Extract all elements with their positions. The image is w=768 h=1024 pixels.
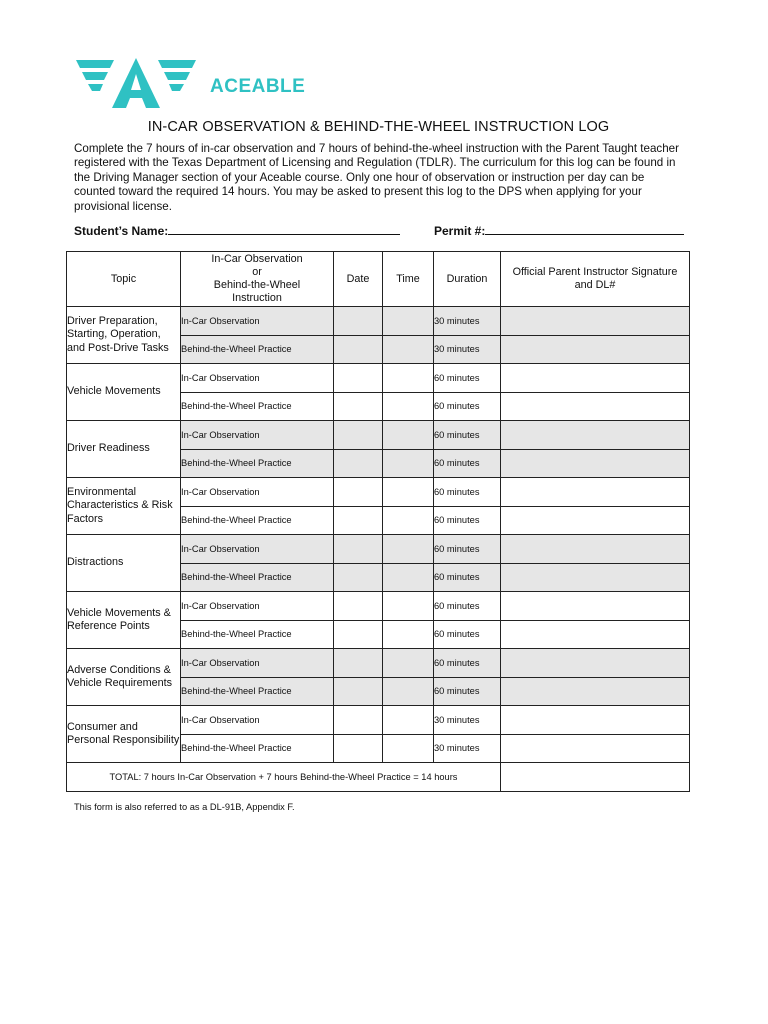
header-type-line: Behind-the-Wheel [213,279,301,291]
duration-cell: 60 minutes [434,392,501,421]
signature-cell[interactable] [501,563,690,592]
time-cell[interactable] [383,335,434,364]
date-cell[interactable] [334,335,383,364]
date-cell[interactable] [334,677,383,706]
signature-cell[interactable] [501,478,690,507]
signature-cell[interactable] [501,620,690,649]
header-type-line: In-Car Observation [211,253,303,265]
signature-cell[interactable] [501,421,690,450]
time-cell[interactable] [383,592,434,621]
aceable-logo [76,58,306,110]
duration-cell: 60 minutes [434,649,501,678]
activity-cell: In-Car Observation [181,478,334,507]
time-cell[interactable] [383,449,434,478]
activity-cell: Behind-the-Wheel Practice [181,677,334,706]
permit-field[interactable] [434,222,684,238]
table-row [67,706,690,735]
activity-cell: In-Car Observation [181,649,334,678]
signature-cell[interactable] [501,449,690,478]
page-title: IN-CAR OBSERVATION & BEHIND-THE-WHEEL INSTRUCTION LOG [147,119,610,135]
instruction-log-table [66,251,690,792]
student-name-label: Student’s Name: [74,224,169,238]
topic-cell: Environmental Characteristics & Risk Factors [67,478,181,535]
signature-cell[interactable] [501,592,690,621]
activity-cell: Behind-the-Wheel Practice [181,563,334,592]
activity-cell: In-Car Observation [181,364,334,393]
total-text: TOTAL: 7 hours In-Car Observation + 7 hours Behind-the-Wheel Practice = 14 hours [67,763,501,792]
header-signature: Official Parent Instructor Signature and DL# [501,252,690,307]
signature-cell[interactable] [501,706,690,735]
date-cell[interactable] [334,706,383,735]
duration-cell: 60 minutes [434,421,501,450]
activity-cell: Behind-the-Wheel Practice [181,449,334,478]
header-duration: Duration [434,252,501,307]
time-cell[interactable] [383,364,434,393]
topic-cell: Vehicle Movements & Reference Points [67,592,181,649]
table-row [67,649,690,678]
table-row [67,535,690,564]
duration-cell: 30 minutes [434,706,501,735]
activity-cell: Behind-the-Wheel Practice [181,392,334,421]
table-row [67,478,690,507]
time-cell[interactable] [383,478,434,507]
duration-cell: 60 minutes [434,563,501,592]
topic-cell: Driver Readiness [67,421,181,478]
topic-cell: Driver Preparation, Starting, Operation, and Post-Drive Tasks [67,307,181,364]
header-type-line: or [252,266,262,278]
duration-cell: 60 minutes [434,364,501,393]
activity-cell: Behind-the-Wheel Practice [181,506,334,535]
permit-label: Permit #: [434,224,486,238]
time-cell[interactable] [383,307,434,336]
signature-cell[interactable] [501,506,690,535]
header-type [181,252,334,307]
signature-cell[interactable] [501,392,690,421]
total-blank-cell [501,763,690,792]
activity-cell: Behind-the-Wheel Practice [181,734,334,763]
activity-cell: Behind-the-Wheel Practice [181,620,334,649]
duration-cell: 60 minutes [434,478,501,507]
date-cell[interactable] [334,478,383,507]
duration-cell: 30 minutes [434,734,501,763]
aceable-a-wing-icon [76,58,208,110]
brand-name: ACEABLE [210,76,306,97]
student-name-line[interactable] [168,222,400,235]
total-row [67,763,690,792]
time-cell[interactable] [383,649,434,678]
topic-cell: Adverse Conditions & Vehicle Requirements [67,649,181,706]
signature-cell[interactable] [501,649,690,678]
table-row [67,364,690,393]
topic-cell: Consumer and Personal Responsibility [67,706,181,763]
table-row [67,307,690,336]
time-cell[interactable] [383,620,434,649]
date-cell[interactable] [334,592,383,621]
signature-cell[interactable] [501,535,690,564]
header-topic: Topic [67,252,181,307]
duration-cell: 60 minutes [434,677,501,706]
table-row [67,592,690,621]
activity-cell: In-Car Observation [181,421,334,450]
duration-cell: 60 minutes [434,449,501,478]
student-name-field[interactable] [74,222,400,238]
duration-cell: 60 minutes [434,620,501,649]
header-type-line: Instruction [232,292,282,304]
date-cell[interactable] [334,421,383,450]
duration-cell: 30 minutes [434,307,501,336]
date-cell[interactable] [334,620,383,649]
date-cell[interactable] [334,734,383,763]
date-cell[interactable] [334,535,383,564]
signature-cell[interactable] [501,307,690,336]
duration-cell: 60 minutes [434,592,501,621]
activity-cell: In-Car Observation [181,307,334,336]
time-cell[interactable] [383,706,434,735]
time-cell[interactable] [383,535,434,564]
time-cell[interactable] [383,392,434,421]
duration-cell: 30 minutes [434,335,501,364]
signature-cell[interactable] [501,677,690,706]
activity-cell: In-Car Observation [181,706,334,735]
topic-cell: Vehicle Movements [67,364,181,421]
date-cell[interactable] [334,307,383,336]
table-row [67,421,690,450]
date-cell[interactable] [334,364,383,393]
activity-cell: In-Car Observation [181,535,334,564]
time-cell[interactable] [383,421,434,450]
date-cell[interactable] [334,449,383,478]
table-header-row [67,252,690,307]
time-cell[interactable] [383,677,434,706]
date-cell[interactable] [334,649,383,678]
intro-paragraph: Complete the 7 hours of in-car observation and 7 hours of behind-the-wheel instruction with the Parent Taught teacher registered with the Texas Department of Licensing and Regulation (TDLR). The curriculum for this log can be found in the Driving Manager section of your Aceable course. Only one hour of observation or instruction per day can be counted toward the required 14 hours. You may be asked to present this log to the DPS when applying for your provisional license. [74,142,679,213]
permit-line[interactable] [485,222,684,235]
signature-cell[interactable] [501,364,690,393]
activity-cell: Behind-the-Wheel Practice [181,335,334,364]
date-cell[interactable] [334,506,383,535]
duration-cell: 60 minutes [434,506,501,535]
topic-cell: Distractions [67,535,181,592]
date-cell[interactable] [334,563,383,592]
header-date: Date [334,252,383,307]
time-cell[interactable] [383,506,434,535]
signature-cell[interactable] [501,734,690,763]
time-cell[interactable] [383,734,434,763]
footnote: This form is also referred to as a DL-91B, Appendix F. [74,802,295,812]
time-cell[interactable] [383,563,434,592]
header-time: Time [383,252,434,307]
duration-cell: 60 minutes [434,535,501,564]
signature-cell[interactable] [501,335,690,364]
activity-cell: In-Car Observation [181,592,334,621]
date-cell[interactable] [334,392,383,421]
